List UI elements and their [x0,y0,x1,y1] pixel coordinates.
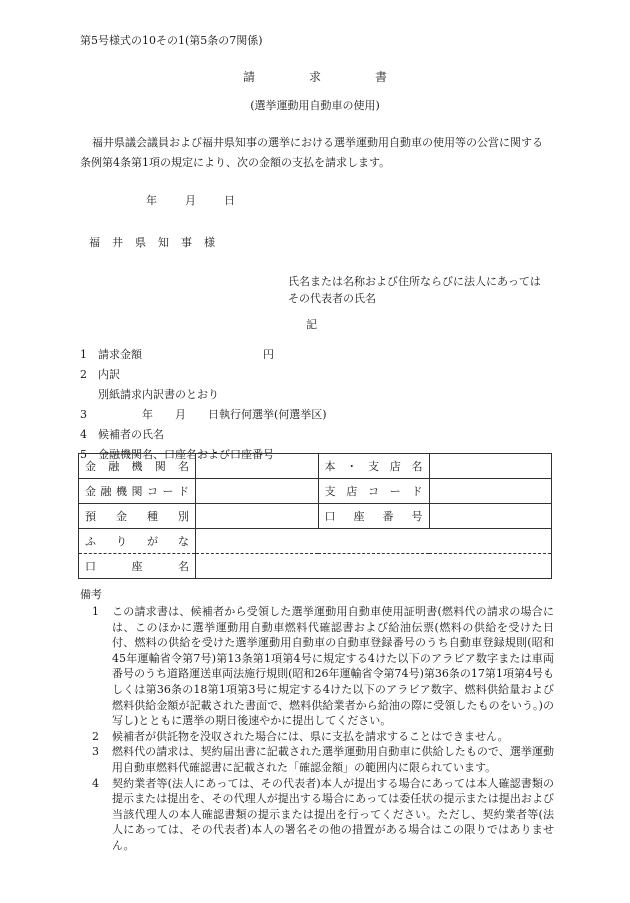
claimant-label: 氏名または名称および住所ならびに法人にあってはその代表者の氏名 [288,275,541,305]
list-item [80,385,327,405]
item-number: 1 [80,348,87,361]
item-list [80,345,327,465]
table-row [79,504,552,529]
note-item [80,776,554,854]
account-number-label: 口座番号 [318,504,429,529]
list-item [80,425,327,445]
account-number-field[interactable] [429,504,552,529]
notes-list [80,604,554,854]
addressee: 福井県知事様 [89,236,227,249]
notes-section [80,587,554,854]
note-number: 2 [92,729,99,743]
item-number: 2 [80,368,87,381]
item-number: 4 [80,428,87,441]
branch-code-label: 支店コード [318,479,429,504]
notes-heading: 備考 [80,588,102,601]
note-text: 燃料代の請求は、契約届出書に記載された選挙運動用自動車に供給したもので、選挙運動用自動車燃料代確認書に記載された「確認金額」の範囲内に限られています。 [112,745,554,774]
account-name-label: 口座名 [79,554,196,579]
list-item [80,365,327,385]
note-text: この請求書は、候補者から受領した選挙運動用自動車使用証明書(燃料代の請求の場合には、このほかに選挙運動用自動車燃料代確認書および給油伝票(燃料の供給を受けた日付、燃料の供給を受けた選挙運動用自動車の自動車登録番号のうち自動車登録規則(昭和45年運輸省令第7号)第13条第1項第4号に規定する4けた以下のアラビア数字または車両番号のうち道路運送車両法施行規則(昭和26年運輸省令第74号)第36条の17第1項第4号もしくは第36条の18第1項第3号に規定する4けた以下のアラビア数字、燃料供給量および燃料供給金額が記載された書面で、燃料供給業者から給油の際に受領したものをいう。)の写し)とともに選挙の期日後速やかに提出してください。 [112,605,554,728]
item-text: 候補者の氏名 [98,428,164,441]
note-item [80,729,554,745]
table-row [79,554,552,579]
bank-code-label: 金融機関コード [79,479,196,504]
document-title: 請求書 [242,70,441,84]
bank-code-field[interactable] [196,479,319,504]
intro-paragraph: 福井県議会議員および福井県知事の選挙における選挙運動用自動車の使用等の公営に関する条例第4条第1項の規定により、次の金額の支払を請求します。 [80,136,543,169]
item-number: 3 [80,408,87,421]
note-item [80,744,554,775]
item-text: 別紙請求内訳書のとおり [98,388,219,401]
branch-name-label: 本・支店名 [318,454,429,479]
account-name-field[interactable] [196,554,552,579]
furigana-field[interactable] [196,529,552,554]
list-item [80,405,327,425]
furigana-label: ふりがな [79,529,196,554]
item-text: 請求金額 円 [98,348,274,361]
note-number: 1 [92,605,99,618]
note-number: 4 [92,776,99,790]
document-subtitle: (選挙運動用自動車の使用) [250,99,380,112]
bank-name-label: 金融機関名 [79,454,196,479]
form-number: 第5号様式の10その1(第5条の7関係) [80,34,263,47]
table-row [79,454,552,479]
note-number: 3 [92,745,99,759]
table-row [79,529,552,554]
deposit-type-field[interactable] [196,504,319,529]
item-text: 金融機関名、口座名および口座番号 [98,448,274,461]
ki-marker: 記 [306,318,317,331]
list-item [80,345,327,365]
table-row [79,479,552,504]
date-line: 年 月 日 [146,194,237,207]
branch-code-field[interactable] [429,479,552,504]
deposit-type-label: 預金種別 [79,504,196,529]
bank-name-field[interactable] [196,454,319,479]
branch-name-field[interactable] [429,454,552,479]
item-text: 内訳 [98,368,120,381]
item-text: 年 月 日執行何選挙(何選挙区) [98,408,327,421]
note-text: 候補者が供託物を没収された場合には、県に支払を請求することはできません。 [112,729,509,743]
bank-account-table [78,453,552,579]
note-text: 契約業者等(法人にあっては、その代表者)本人が提出する場合にあっては本人確認書類の提示または提出を、その代理人が提出する場合にあっては委任状の提示または提出および当該代理人の本人確認書類の提示または提出を行ってください。ただし、契約業者等(法人にあっては、その代表者)本人の署名その他の措置がある場合はこの限りではありません。 [112,776,554,852]
note-item [80,604,554,729]
item-number: 5 [80,448,87,461]
